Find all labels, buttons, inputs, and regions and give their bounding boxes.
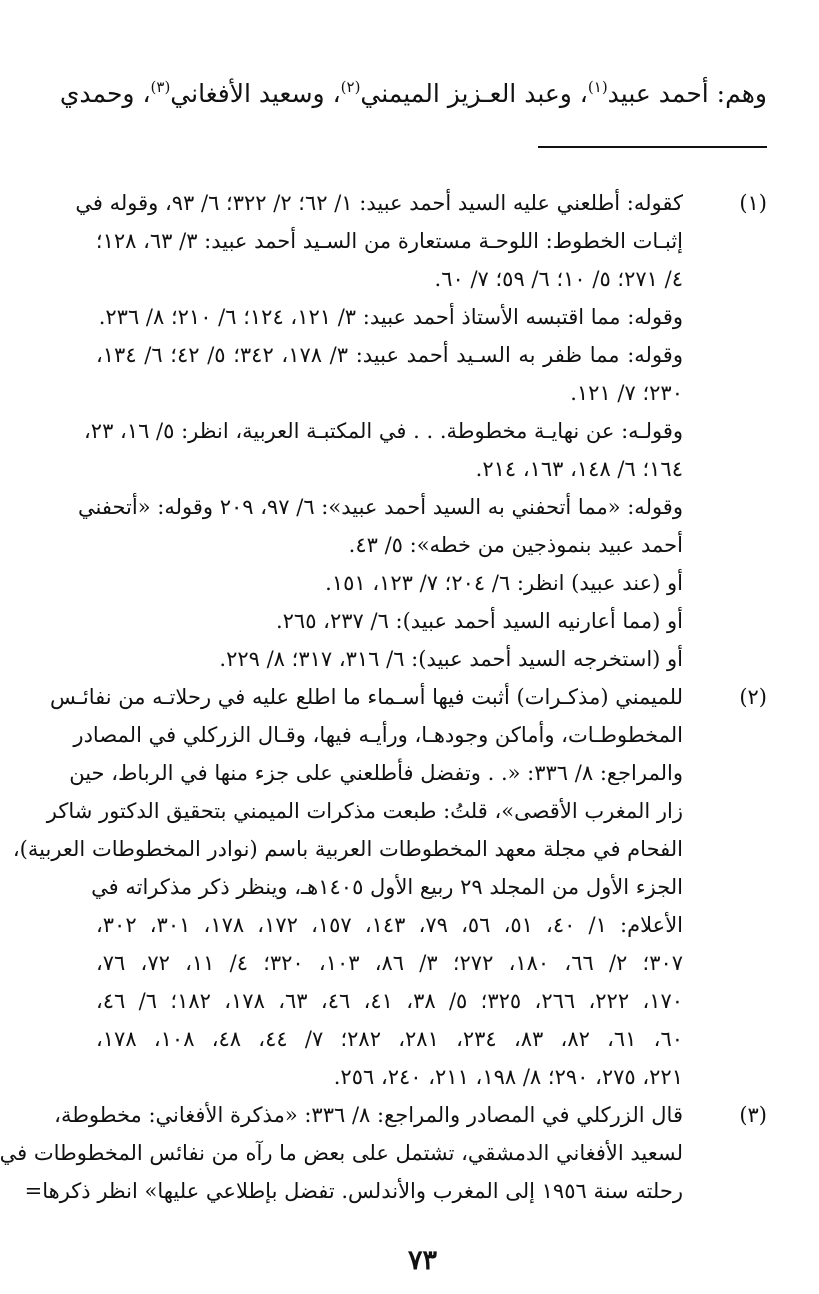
footnote-line: أو (عند عبيد) انظر: ٦/ ٢٠٤؛ ٧/ ١٢٣، ١٥١. bbox=[325, 571, 683, 595]
footnote-line: ٤/ ٢٧١؛ ٥/ ١٠؛ ٦/ ٥٩؛ ٧/ ٦٠. bbox=[434, 267, 683, 291]
footnote-line: ٣٠٧؛ ٢/ ٦٦، ١٨٠، ٢٧٢؛ ٣/ ٨٦، ١٠٣، ٣٢٠؛ ٤/ ١١، ٧٢، ٧٦، bbox=[96, 951, 684, 975]
footnote-line: وقوله: مما ظفر به السـيد أحمد عبيد: ٣/ ١٧٨، ٣٤٢؛ ٥/ ٤٢؛ ٦/ ١٣٤، bbox=[96, 343, 683, 367]
footnote-line: ١٦٤؛ ٦/ ١٤٨، ١٦٣، ٢١٤. bbox=[475, 457, 683, 481]
footnote-line: ٢٢١، ٢٧٥، ٢٩٠؛ ٨/ ١٩٨، ٢١١، ٢٤٠، ٢٥٦. bbox=[333, 1065, 683, 1089]
footnote-ref-2[interactable]: (٢) bbox=[340, 78, 361, 96]
footnote-line: وقوله: مما اقتبسه الأستاذ أحمد عبيد: ٣/ ١٢١، ١٢٤؛ ٦/ ٢١٠؛ ٨/ ٢٣٦. bbox=[98, 305, 683, 329]
footnote-line: ٢٣٠؛ ٧/ ١٢١. bbox=[570, 381, 683, 405]
footnote-number: (١) bbox=[739, 191, 767, 215]
footnote-line: وقولـه: عن نهايـة مخطوطة. . . في المكتبـة العربية، انظر: ٥/ ١٦، ٢٣، bbox=[84, 419, 683, 443]
footnote-line: الأعلام: ١/ ٤٠، ٥١، ٥٦، ٧٩، ١٤٣، ١٥٧، ١٧٢، ١٧٨، ٣٠١، ٣٠٢، bbox=[96, 913, 683, 937]
main-text-segment: ، وحمدي bbox=[59, 79, 151, 108]
footnote-line: أو (استخرجه السيد أحمد عبيد): ٦/ ٣١٦، ٣١٧؛ ٨/ ٢٢٩. bbox=[219, 647, 683, 671]
footnote-line: وقوله: «مما أتحفني به السيد أحمد عبيد»: ٦/ ٩٧، ٢٠٩ وقوله: «أتحفني bbox=[78, 495, 683, 519]
footnote-line: إثبـات الخطوط: اللوحـة مستعارة من السـيد أحمد عبيد: ٣/ ٦٣، ١٢٨؛ bbox=[95, 229, 683, 253]
footnote-1 bbox=[75, 184, 767, 678]
footnote-line: قال الزركلي في المصادر والمراجع: ٨/ ٣٣٦: «مذكرة الأفغاني: مخطوطة، bbox=[54, 1103, 683, 1127]
footnote-line: ٦٠، ٦١، ٨٢، ٨٣، ٢٣٤، ٢٨١، ٢٨٢؛ ٧/ ٤٤، ٤٨، ١٠٨، ١٧٨، bbox=[96, 1027, 684, 1051]
footnote-line: أو (مما أعارنيه السيد أحمد عبيد): ٦/ ٢٣٧، ٢٦٥. bbox=[275, 609, 683, 633]
main-text-segment: وهم: أحمد عبيد bbox=[607, 79, 767, 108]
footnote-3 bbox=[0, 1096, 767, 1210]
footnote-line: المخطوطـات، وأماكن وجودهـا، ورأيـه فيها، وقـال الزركلي في المصادر bbox=[73, 723, 683, 747]
footnote-line: ١٧٠، ٢٢٢، ٢٦٦، ٣٢٥؛ ٥/ ٣٨، ٤١، ٤٦، ٦٣، ١٧٨، ١٨٢؛ ٦/ ٤٦، bbox=[96, 989, 684, 1013]
footnote-line: الفحام في مجلة معهد المخطوطات العربية باسم (نوادر المخطوطات العربية)، bbox=[12, 837, 683, 861]
footnote-line: زار المغرب الأقصى»، قلتُ: طبعت مذكرات الميمني بتحقيق الدكتور شاكر bbox=[46, 799, 683, 823]
footnote-divider bbox=[538, 146, 767, 148]
main-text-line bbox=[59, 74, 767, 114]
footnotes-section bbox=[0, 184, 767, 1210]
footnote-line: والمراجع: ٨/ ٣٣٦: «. . وتفضل فأطلعني على جزء منها في الرباط، حين bbox=[69, 761, 683, 785]
footnote-line: أحمد عبيد بنموذجين من خطه»: ٥/ ٤٣. bbox=[348, 533, 683, 557]
footnote-ref-3[interactable]: (٣) bbox=[150, 78, 171, 96]
main-text-segment: ، وعبد العـزيز الميمني bbox=[360, 79, 588, 108]
main-text-segment: ، وسعيد الأفغاني bbox=[170, 79, 341, 108]
footnote-number: (٣) bbox=[739, 1103, 767, 1127]
footnote-line: كقوله: أطلعني عليه السيد أحمد عبيد: ١/ ٦٢؛ ٢/ ٣٢٢؛ ٦/ ٩٣، وقوله في bbox=[75, 191, 683, 215]
footnote-line: رحلته سنة ١٩٥٦ إلى المغرب والأندلس. تفضل بإطلاعي عليها» انظر ذكرها= bbox=[24, 1179, 683, 1203]
footnote-number: (٢) bbox=[739, 685, 767, 709]
footnote-ref-1[interactable]: (١) bbox=[587, 78, 608, 96]
footnote-line: للميمني (مذكـرات) أثبت فيها أسـماء ما اطلع عليه في رحلاتـه من نفائـس bbox=[49, 685, 683, 709]
page-number: ٧٣ bbox=[407, 1245, 437, 1276]
footnote-line: لسعيد الأفغاني الدمشقي، تشتمل على بعض ما رآه من نفائس المخطوطات في bbox=[0, 1141, 683, 1165]
footnote-2 bbox=[12, 678, 767, 1096]
footnote-line: الجزء الأول من المجلد ٢٩ ربيع الأول ١٤٠٥هـ، وينظر ذكر مذكراته في bbox=[91, 875, 683, 899]
